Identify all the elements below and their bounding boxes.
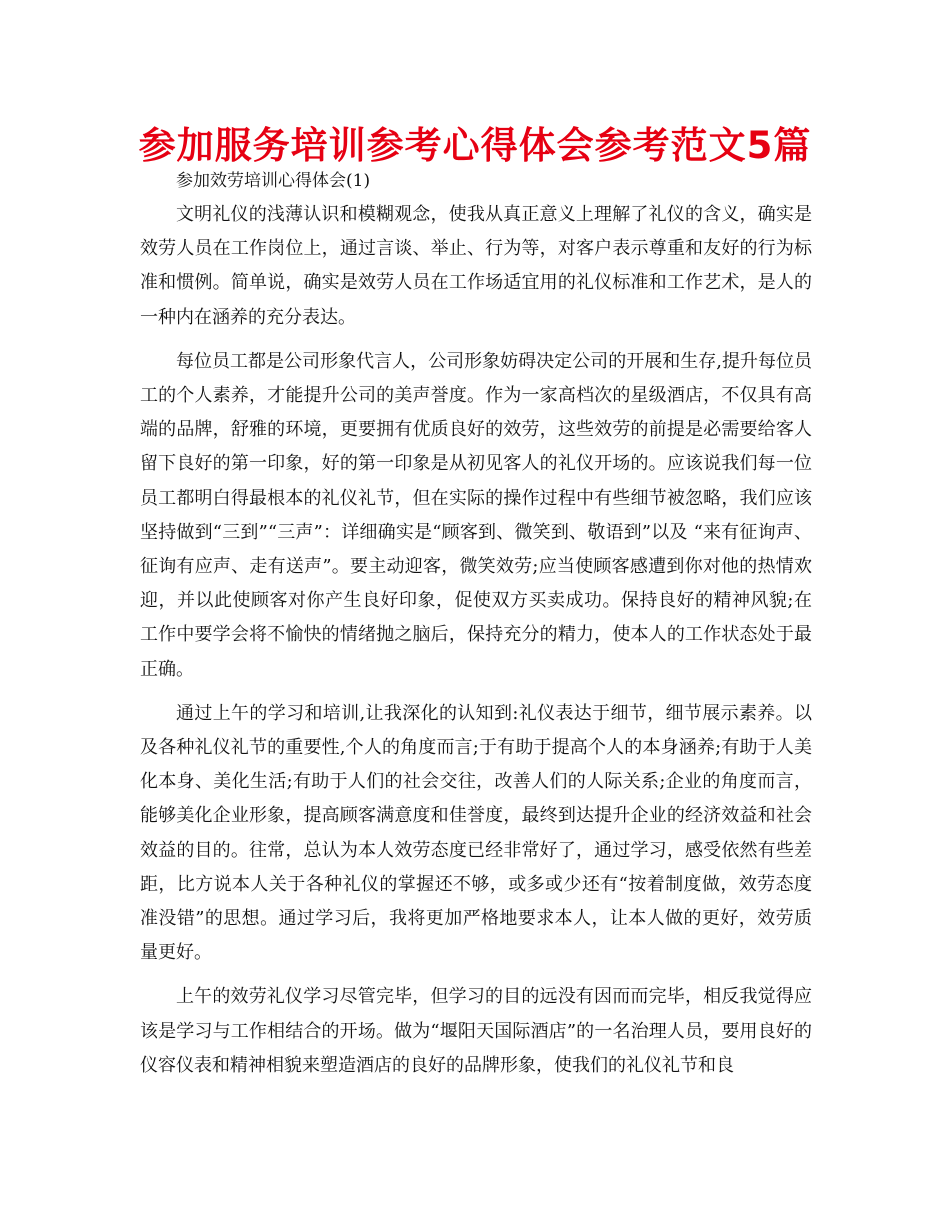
paragraph: 上午的效劳礼仪学习尽管完毕，但学习的目的远没有因而而完毕，相反我觉得应该是学习与工作相结合的开场。做为“堰阳天国际酒店”的一名治理人员，要用良好的仪容仪表和精神相貌来塑造酒店的良好的品牌形象，使我们的礼仪礼节和良 <box>140 986 812 1076</box>
document-body <box>140 198 812 1093</box>
document-title: 参加服务培训参考心得体会参考范文5篇 <box>138 124 812 167</box>
paragraph: 通过上午的学习和培训,让我深化的认知到:礼仪表达于细节，细节展示素养。以及各种礼仪礼节的重要性,个人的角度而言;于有助于提高个人的本身涵养;有助于人美化本身、美化生活;有助于人们的社会交往，改善人们的人际关系;企业的角度而言，能够美化企业形象，提高顾客满意度和佳誉度，最终到达提升企业的经济效益和社会效益的目的。往常，总认为本人效劳态度已经非常好了，通过学习，感受依然有些差距，比方说本人关于各种礼仪的掌握还不够，或多或少还有“按着制度做，效劳态度准没错”的思想。通过学习后，我将更加严格地要求本人，让本人做的更好，效劳质量更好。 <box>140 702 812 964</box>
paragraph: 每位员工都是公司形象代言人，公司形象妨碍决定公司的开展和生存,提升每位员工的个人素养，才能提升公司的美声誉度。作为一家高档次的星级酒店，不仅具有高端的品牌，舒雅的环境，更要拥有优质良好的效劳，这些效劳的前提是必需要给客人留下良好的第一印象，好的第一印象是从初见客人的礼仪开场的。应该说我们每一位员工都明白得最根本的礼仪礼节，但在实际的操作过程中有些细节被忽略，我们应该坚持做到“三到”“三声”：详细确实是“顾客到、微笑到、敬语到”以及 “来有征询声、征询有应声、走有送声”。要主动迎客，微笑效劳;应当使顾客感遭到你对他的热情欢迎，并以此使顾客对你产生良好印象，促使双方买卖成功。保持良好的精神风貌;在工作中要学会将不愉快的情绪抛之脑后，保持充分的精力，使本人的工作状态处于最正确。 <box>140 350 812 680</box>
paragraph: 文明礼仪的浅薄认识和模糊观念，使我从真正意义上理解了礼仪的含义，确实是效劳人员在工作岗位上，通过言谈、举止、行为等，对客户表示尊重和友好的行为标准和惯例。简单说，确实是效劳人员在工作场适宜用的礼仪标准和工作艺术，是人的一种内在涵养的充分表达。 <box>140 204 812 328</box>
document-subtitle: 参加效劳培训心得体会(1) <box>176 171 371 191</box>
